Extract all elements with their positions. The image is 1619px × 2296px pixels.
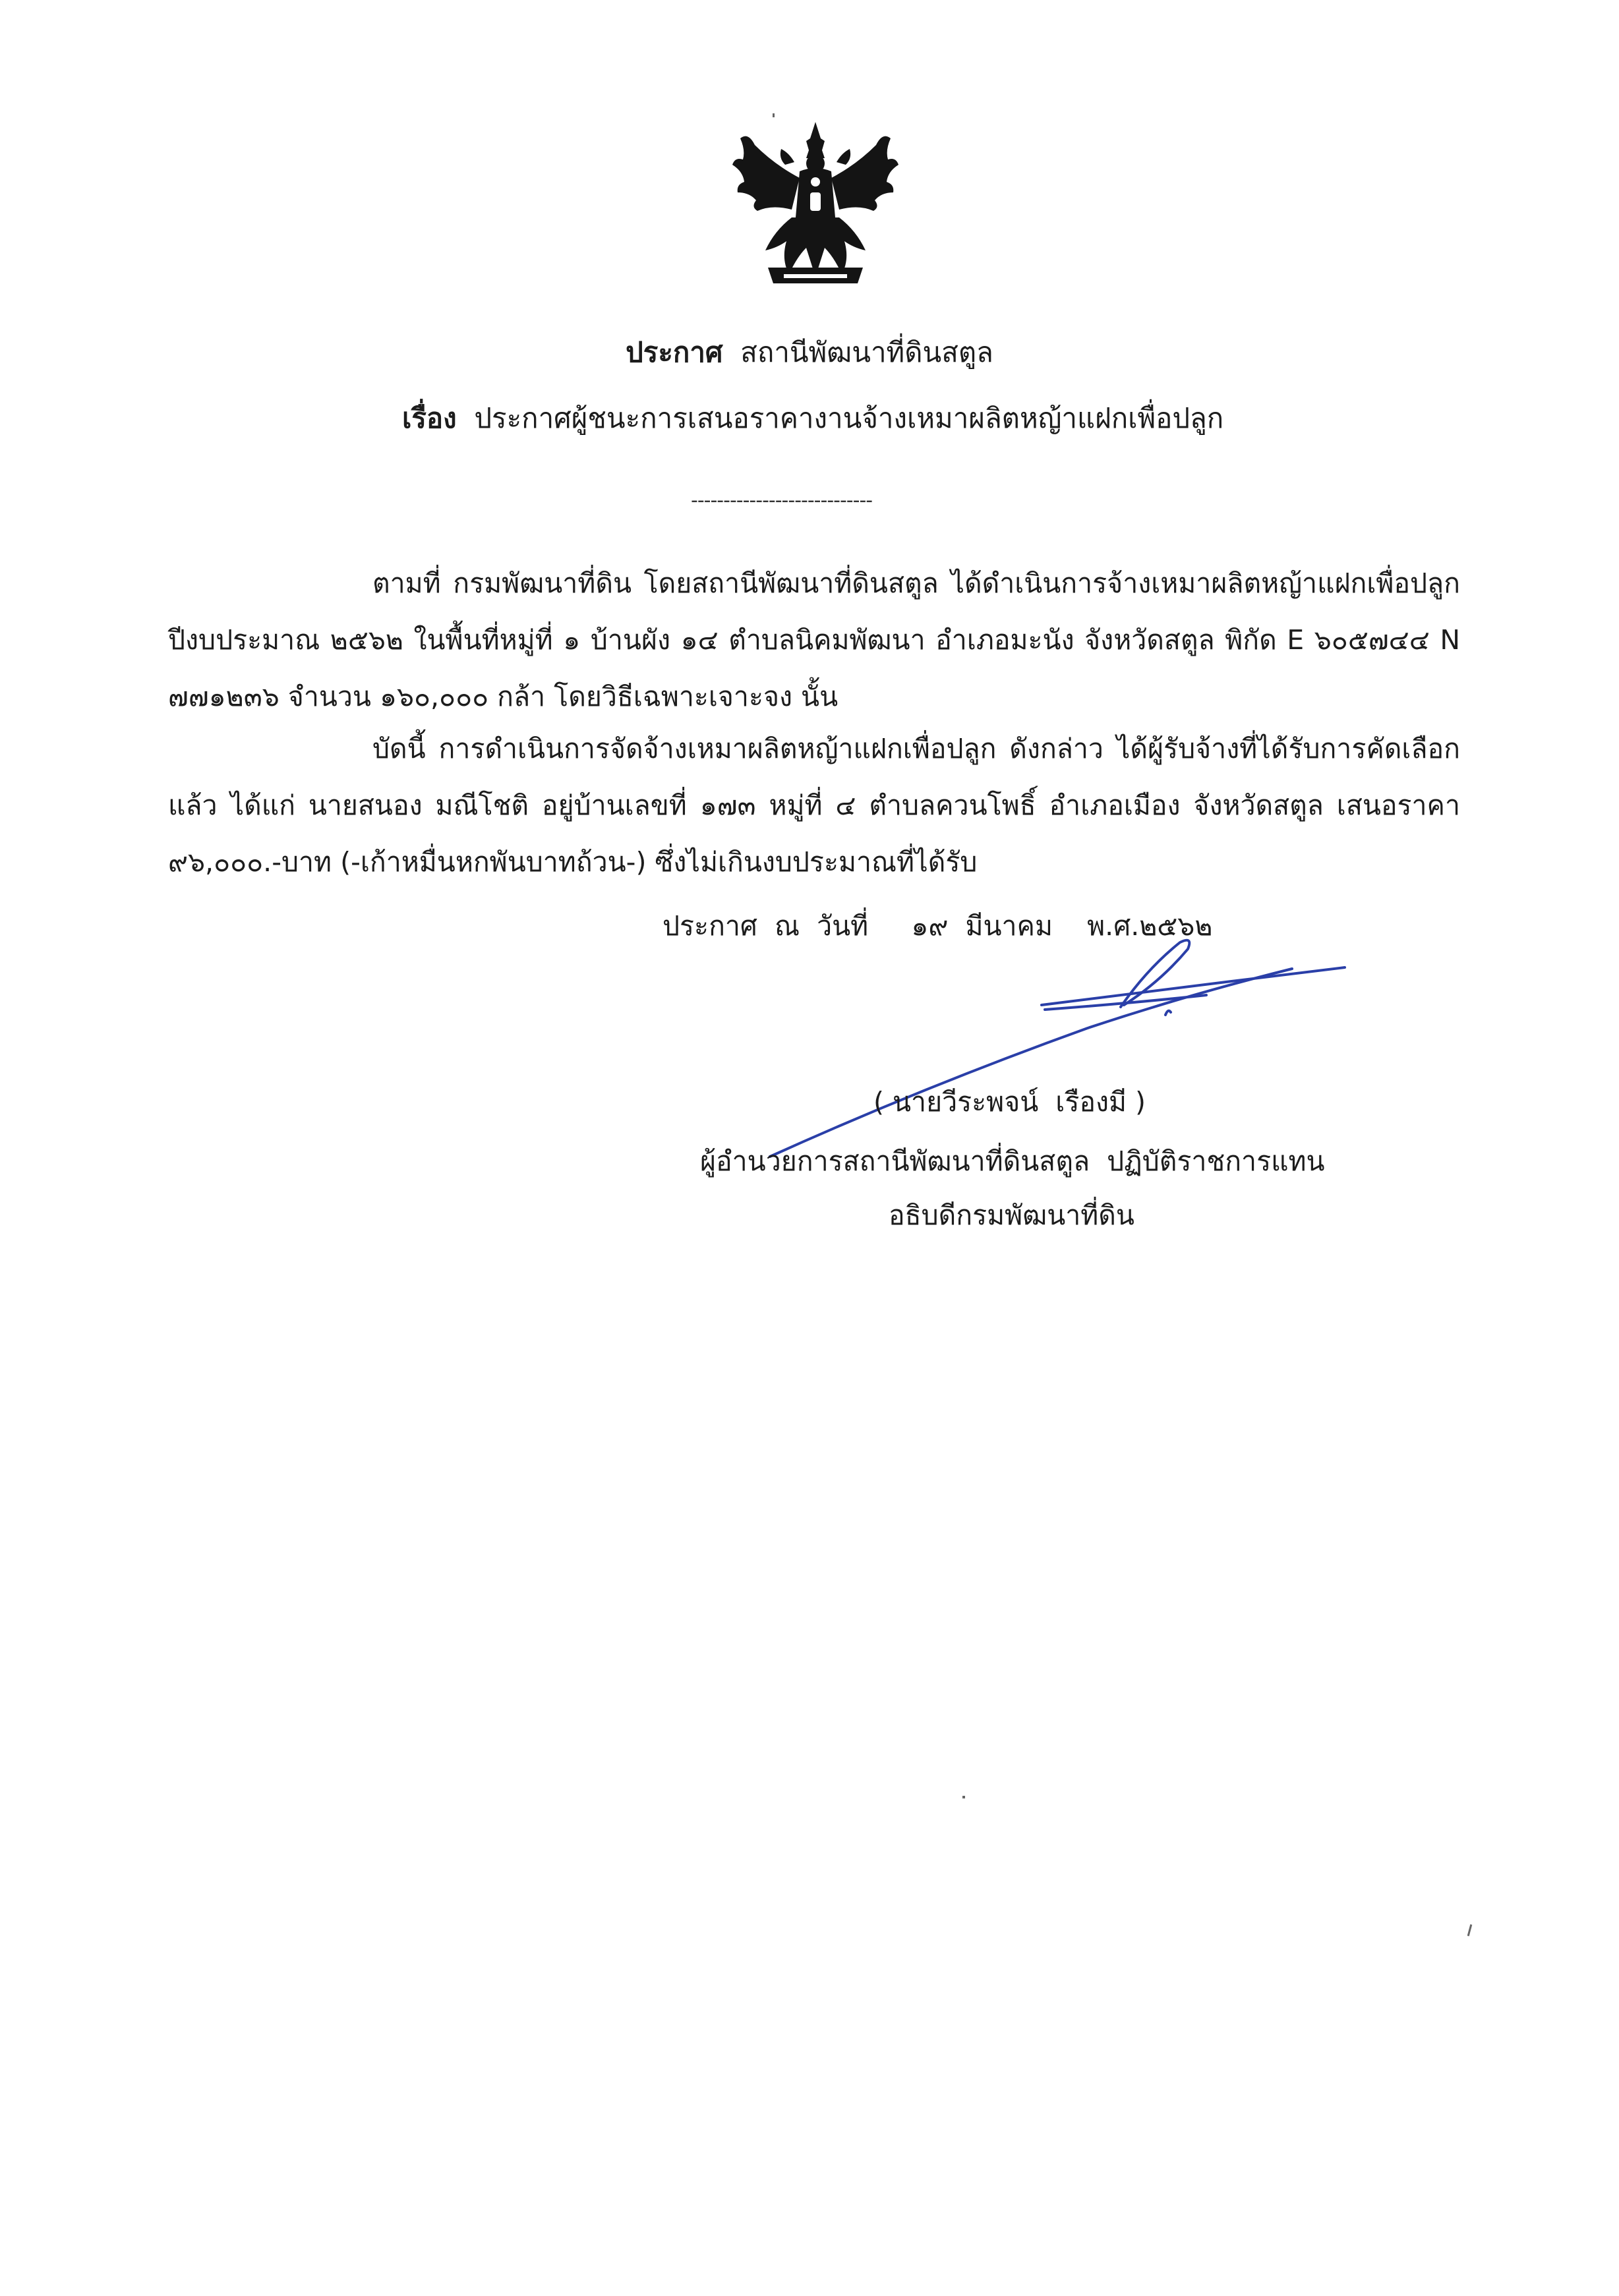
- body-paragraph-2: [168, 720, 1460, 890]
- signer-name: ( นายวีระพจน์ เรืองมี ): [873, 1086, 1146, 1118]
- paragraph-2-text: บัดนี้ การดำเนินการจัดจ้างเหมาผลิตหญ้าแฝกเพื่อปลูก ดังกล่าว ได้ผู้รับจ้างที่ได้รับการคัดเลือก แล้ว ได้แก่ นายสนอง มณีโชติ อยู่บ้านเลขที่ ๑๗๓ หมู่ที่ ๔ ตำบลควนโพธิ์ อำเภอเมือง จังหวัดสตูล เสนอราคา ๙๖,๐๐๐.-บาท (-เก้าหมื่นหกพันบาทถ้วน-) ซึ่งไม่เกินงบประมาณที่ได้รับ: [168, 733, 1460, 878]
- subject-label: เรื่อง: [402, 402, 457, 434]
- subject-text: ประกาศผู้ชนะการเสนอราคางานจ้างเหมาผลิตหญ้าแฝกเพื่อปลูก: [474, 402, 1224, 434]
- signer-position: ผู้อำนวยการสถานีพัฒนาที่ดินสตูล ปฏิบัติราชการแทน: [700, 1145, 1325, 1177]
- garuda-emblem-icon: [728, 119, 903, 291]
- scan-speck: [1467, 1924, 1473, 1936]
- subject-heading: [402, 399, 1223, 438]
- announcement-date: ประกาศ ณ วันที่ ๑๙ มีนาคม พ.ศ.๒๕๖๒: [662, 910, 1213, 942]
- scan-speck: [773, 113, 775, 117]
- scan-speck: [962, 1796, 965, 1798]
- body-paragraph-1: [168, 555, 1460, 725]
- signer-position-2: อธิบดีกรมพัฒนาที่ดิน: [889, 1199, 1134, 1231]
- section-divider: ----------------------------: [691, 489, 873, 512]
- announcement-org: สถานีพัฒนาที่ดินสตูล: [740, 336, 993, 368]
- announcement-label: ประกาศ: [626, 336, 723, 368]
- announcement-heading: [0, 333, 1619, 372]
- paragraph-1-text: ตามที่ กรมพัฒนาที่ดิน โดยสถานีพัฒนาที่ดินสตูล ได้ดำเนินการจ้างเหมาผลิตหญ้าแฝกเพื่อปลูก ปีงบประมาณ ๒๕๖๒ ในพื้นที่หมู่ที่ ๑ บ้านผัง ๑๔ ตำบลนิคมพัฒนา อำเภอมะนัง จังหวัดสตูล พิกัด E ๖๐๕๗๔๔ N ๗๗๑๒๓๖ จำนวน ๑๖๐,๐๐๐ กล้า โดยวิธีเฉพาะเจาะจง นั้น: [168, 567, 1460, 712]
